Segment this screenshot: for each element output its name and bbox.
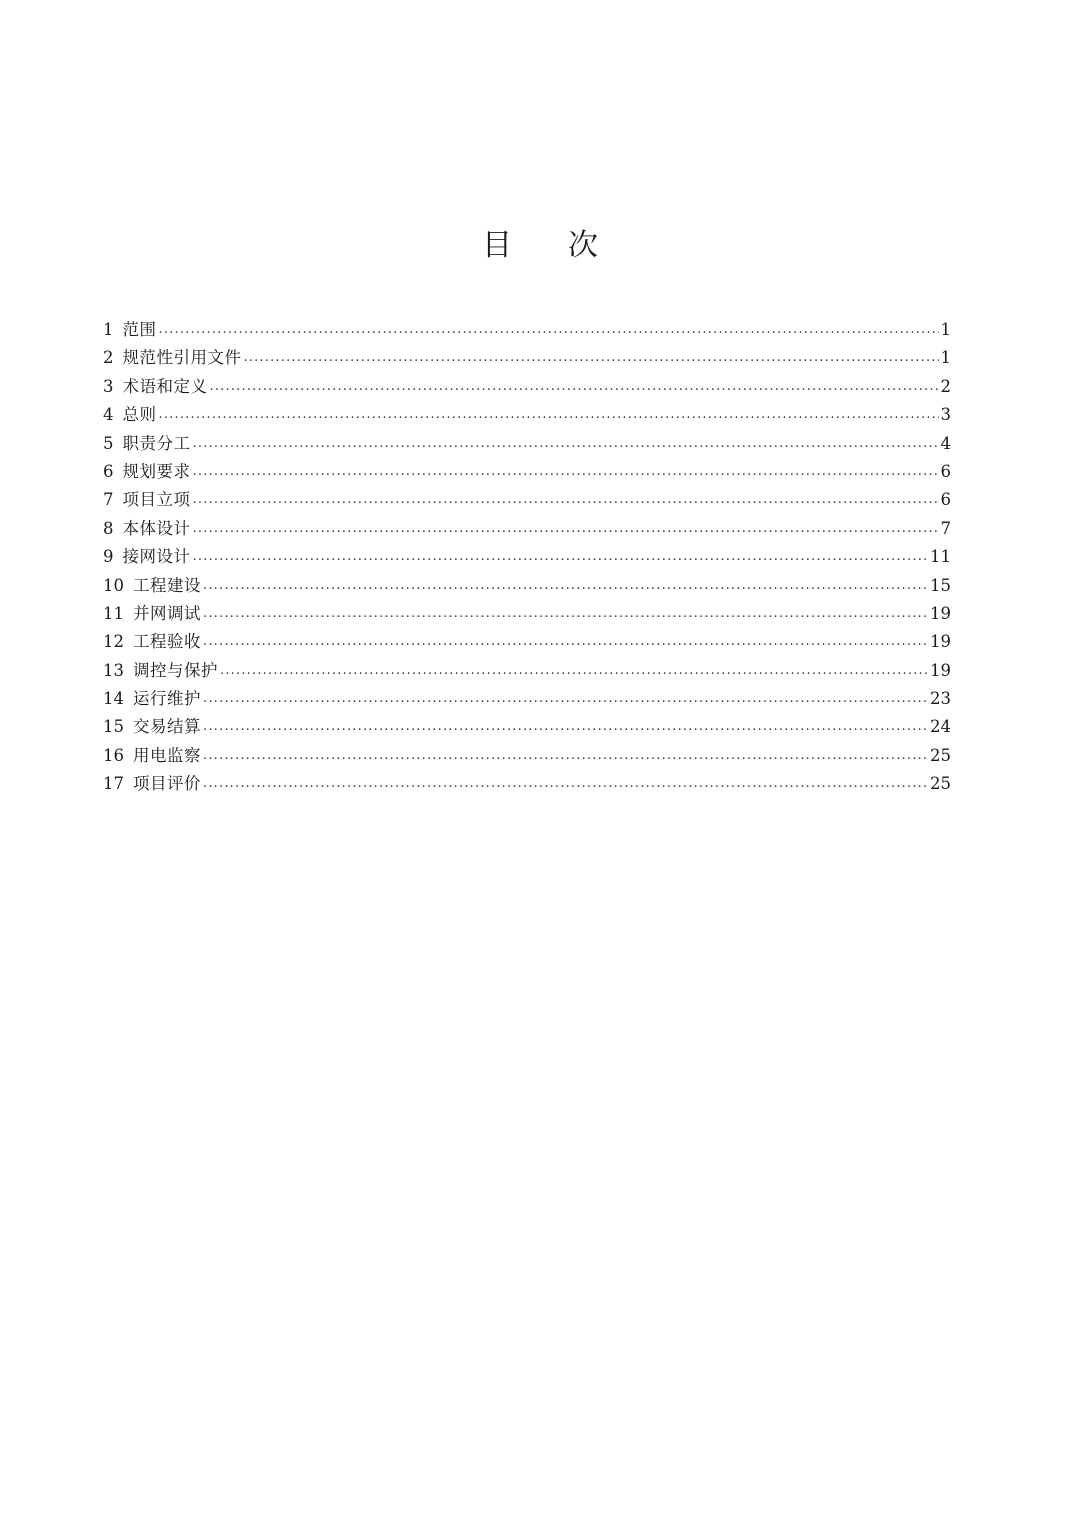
toc-entry-page-number: 23 (930, 689, 951, 709)
toc-dot-leader (193, 515, 939, 543)
toc-entry[interactable] (103, 316, 951, 344)
toc-entry-page-number: 19 (930, 660, 951, 680)
toc-entry-number: 7 (103, 490, 114, 510)
toc-dot-leader (203, 628, 928, 656)
toc-entry[interactable] (103, 344, 951, 372)
toc-entry[interactable] (103, 742, 951, 770)
toc-entry[interactable] (103, 628, 951, 656)
toc-entry[interactable] (103, 401, 951, 429)
toc-entry[interactable] (103, 458, 951, 486)
toc-entry-label: 并网调试 (133, 603, 201, 623)
toc-entry-label: 本体设计 (122, 518, 191, 538)
toc-entry-label: 项目立项 (122, 490, 191, 510)
toc-entry-number: 8 (103, 518, 114, 538)
toc-entry-page-number: 1 (940, 320, 951, 339)
toc-entry-number: 1 (103, 320, 114, 339)
toc-entry[interactable] (103, 486, 951, 514)
toc-entry[interactable] (103, 657, 951, 685)
toc-entry-page-number: 25 (930, 774, 951, 794)
toc-entry-page-number: 1 (940, 348, 951, 368)
toc-entry-page-number: 19 (930, 603, 951, 623)
toc-entry-number: 10 (103, 575, 124, 595)
toc-entry-number: 9 (103, 547, 114, 567)
toc-entry-page-number: 3 (940, 405, 951, 425)
title-char: 次 (568, 228, 598, 263)
toc-entry-page-number: 24 (930, 717, 951, 737)
toc-entry-page-number: 25 (930, 745, 951, 765)
toc-entry[interactable] (103, 600, 951, 628)
toc-entry[interactable] (103, 373, 951, 401)
toc-entry-number: 14 (103, 689, 124, 709)
toc-dot-leader (159, 316, 939, 344)
toc-entry-page-number: 6 (940, 461, 951, 481)
toc-entry-label: 规划要求 (122, 461, 191, 481)
toc-entry[interactable] (103, 685, 951, 713)
toc-entry-page-number: 15 (930, 575, 951, 595)
toc-dot-leader (203, 770, 928, 798)
toc-entry-label: 交易结算 (133, 717, 201, 737)
toc-entry[interactable] (103, 713, 951, 741)
toc-dot-leader (220, 657, 928, 685)
toc-entry-label: 规范性引用文件 (122, 348, 242, 368)
toc-entry-label: 调控与保护 (133, 660, 218, 680)
toc-dot-leader (193, 486, 939, 514)
toc-entry-page-number: 19 (930, 632, 951, 652)
toc-entry-page-number: 2 (940, 376, 951, 396)
toc-entry-page-number: 11 (930, 547, 951, 567)
table-of-contents (103, 316, 951, 799)
toc-entry-label: 范围 (122, 320, 157, 339)
title-char: 目 (482, 228, 512, 263)
toc-entry-number: 17 (103, 774, 124, 794)
toc-entry-page-number: 7 (940, 518, 951, 538)
toc-entry[interactable] (103, 543, 951, 571)
toc-entry-page-number: 6 (940, 490, 951, 510)
toc-dot-leader (244, 344, 939, 372)
toc-entry-label: 职责分工 (122, 433, 191, 453)
toc-entry-label: 工程验收 (133, 632, 201, 652)
toc-dot-leader (193, 430, 939, 458)
toc-entry-page-number: 4 (940, 433, 951, 453)
toc-entry[interactable] (103, 770, 951, 798)
toc-entry-label: 运行维护 (133, 689, 201, 709)
toc-entry[interactable] (103, 572, 951, 600)
toc-dot-leader (203, 572, 928, 600)
toc-entry-label: 项目评价 (133, 774, 201, 794)
toc-entry-number: 15 (103, 717, 124, 737)
toc-entry-number: 16 (103, 745, 124, 765)
toc-entry-number: 13 (103, 660, 124, 680)
toc-dot-leader (193, 543, 929, 571)
toc-entry-number: 3 (103, 376, 114, 396)
toc-entry[interactable] (103, 430, 951, 458)
toc-dot-leader (203, 685, 928, 713)
toc-entry-label: 术语和定义 (122, 376, 208, 396)
toc-entry-number: 4 (103, 405, 114, 425)
toc-entry-label: 工程建设 (133, 575, 201, 595)
toc-dot-leader (159, 401, 939, 429)
toc-entry-label: 总则 (122, 405, 157, 425)
toc-entry-label: 接网设计 (122, 547, 191, 567)
toc-entry-label: 用电监察 (133, 745, 201, 765)
toc-entry-number: 12 (103, 632, 124, 652)
toc-dot-leader (210, 373, 939, 401)
toc-dot-leader (203, 742, 928, 770)
page-title (0, 226, 1080, 266)
toc-entry-number: 5 (103, 433, 114, 453)
toc-entry[interactable] (103, 515, 951, 543)
toc-entry-number: 2 (103, 348, 114, 368)
toc-dot-leader (203, 600, 928, 628)
toc-entry-number: 11 (103, 603, 124, 623)
toc-dot-leader (193, 458, 939, 486)
toc-dot-leader (203, 713, 928, 741)
toc-entry-number: 6 (103, 461, 114, 481)
